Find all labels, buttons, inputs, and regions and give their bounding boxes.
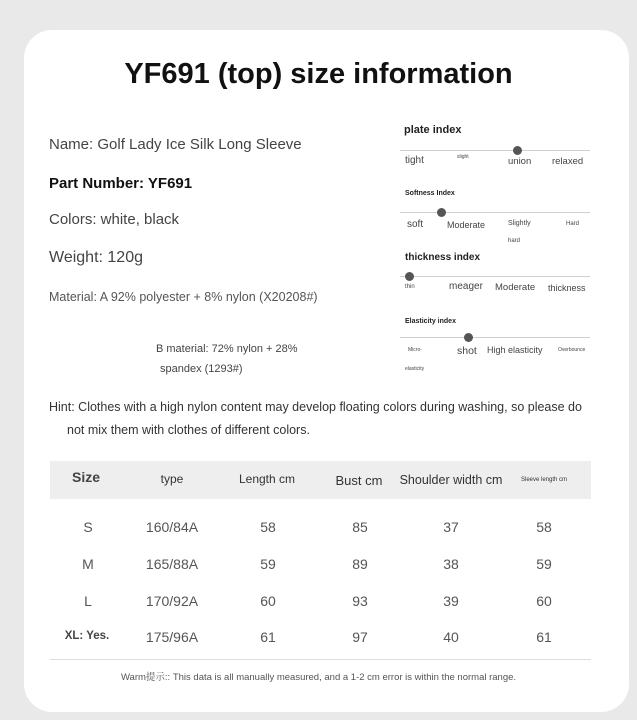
elasticity-label: elasticity [405,366,425,372]
table-cell: 93 [352,593,368,609]
table-cell: 97 [352,629,368,645]
table-cell: 60 [260,593,276,609]
product-name: Name: Golf Lady Ice Silk Long Sleeve [49,136,302,153]
table-cell: 40 [443,629,459,645]
table-cell: 59 [260,556,276,572]
hint-line-2: not mix them with clothes of different colors. [67,423,310,437]
thickness-label: thickness [548,283,586,293]
hint-line-1: Hint: Clothes with a high nylon content may develop floating colors during washing, so please do [49,400,582,414]
elasticity-label: High elasticity [487,345,543,355]
colors: Colors: white, black [49,211,180,228]
header-bust: Bust cm [335,473,383,488]
header-size: Size [71,469,100,485]
header-type: type [160,472,184,486]
thickness-label: Moderate [495,282,536,293]
table-cell: 165/88A [145,556,199,572]
thickness-label: thin [405,284,415,290]
elasticity-index-scale [400,337,590,338]
table-cell: M [82,556,94,572]
table-cell: XL: Yes. [64,630,110,642]
table-cell: 85 [352,519,368,535]
softness-index-scale [400,212,590,213]
plate-index-title: plate index [404,124,462,136]
plate-label: relaxed [552,156,584,167]
softness-label: Moderate [447,220,486,230]
softness-label: hard [508,238,521,244]
table-cell: 39 [443,593,459,609]
weight: Weight: 120g [49,249,143,266]
table-cell: 61 [536,629,552,645]
thickness-index-marker [405,272,414,281]
elasticity-index-marker [464,333,473,342]
table-cell: L [84,593,92,609]
softness-label: soft [407,219,424,230]
material-b-line2: spandex (1293#) [160,363,243,375]
content-card [24,30,629,712]
table-cell: 61 [260,629,276,645]
header-length: Length cm [238,472,296,486]
thickness-index-title: thickness index [405,252,481,263]
thickness-label: meager [449,281,483,292]
softness-label: Hard [566,221,580,227]
table-cell: 60 [536,593,552,609]
softness-index-title: Softness Index [405,190,455,197]
table-cell: 58 [536,519,552,535]
plate-label: slight [457,154,469,160]
header-shoulder: Shoulder width cm [399,473,503,487]
table-cell: 58 [260,519,276,535]
elasticity-label: Overbounce [558,347,586,353]
plate-index-scale [400,150,590,151]
elasticity-index-title: Elasticity index [405,318,456,325]
plate-label: tight [405,155,424,166]
softness-label: Slightly [508,220,531,227]
elasticity-label: shot [457,345,477,357]
table-cell: S [83,519,93,535]
page-title: YF691 (top) size information [124,58,513,90]
table-cell: 160/84A [145,519,199,535]
material-b-line1: B material: 72% nylon + 28% [156,343,298,355]
elasticity-label: Micro- [408,347,422,353]
warm-note: Warm提示:: This data is all manually measured, and a 1-2 cm error is within the normal range. [120,672,517,683]
table-cell: 89 [352,556,368,572]
table-cell: 37 [443,519,459,535]
table-cell: 175/96A [145,629,199,645]
header-sleeve: Sleeve length cm [520,477,568,483]
table-cell: 59 [536,556,552,572]
table-cell: 38 [443,556,459,572]
table-bottom-divider [50,659,591,660]
plate-label: union [508,156,532,167]
part-number: Part Number: YF691 [49,175,193,192]
table-cell: 170/92A [145,593,199,609]
material-a: Material: A 92% polyester + 8% nylon (X20208#) [49,290,318,304]
thickness-index-scale [400,276,590,277]
